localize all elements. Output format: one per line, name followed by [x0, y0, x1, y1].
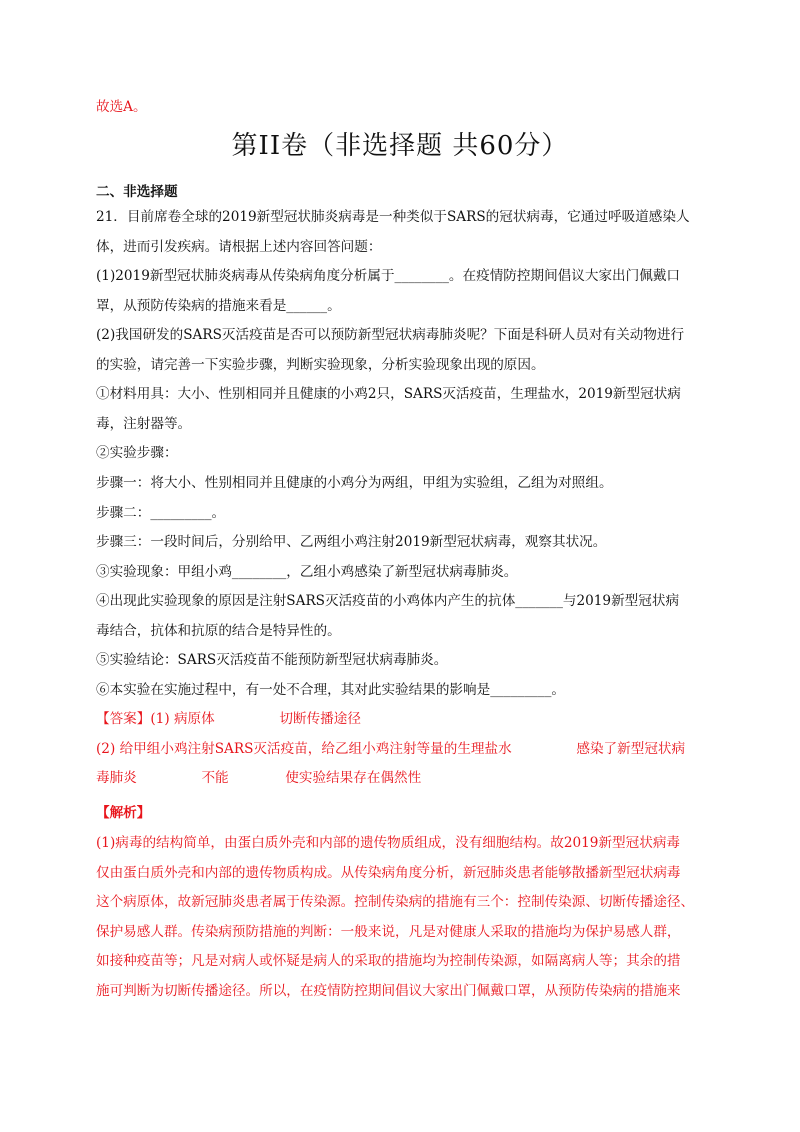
answer-2-part-4: 不能 — [201, 770, 229, 786]
question-part1-line-1: (1)2019新型冠状肺炎病毒从传染病角度分析属于________。在疫情防控期间倡议大家出门佩戴口 — [96, 268, 681, 284]
step-two: 步骤二：_________。 — [96, 505, 226, 521]
answer-2-part-1: (2) 给甲组小鸡注射SARS灭活疫苗，给乙组小鸡注射等量的生理盐水 — [96, 741, 512, 757]
analysis-line: (1)病毒的结构简单，由蛋白质外壳和内部的遗传物质组成，没有细胞结构。故2019新型冠状病毒 — [96, 835, 681, 851]
answer-2-part-5: 使实验结果存在偶然性 — [285, 770, 422, 786]
materials-line-2: 毒，注射器等。 — [96, 416, 192, 432]
answer-2-part-2: 感染了新型冠状病 — [576, 741, 686, 757]
answer-label: 【答案】 — [96, 711, 151, 727]
materials-line-1: ①材料用具：大小、性别相同并且健康的小鸡2只，SARS灭活疫苗，生理盐水，2019新型冠状病 — [96, 386, 681, 402]
question-part2-line-2: 的实验，请完善一下实验步骤，判断实验现象，分析实验现象出现的原因。 — [96, 357, 545, 373]
analysis-line: 保护易感人群。传染病预防措施的判断：一般来说，凡是对健康人采取的措施均为保护易感人群， — [96, 924, 681, 940]
question-part2-line-1: (2)我国研发的SARS灭活疫苗是否可以预防新型冠状病毒肺炎呢？下面是科研人员对有关动物进行 — [96, 327, 685, 343]
conclusion: ⑤实验结论：SARS灭活疫苗不能预防新型冠状病毒肺炎。 — [96, 652, 448, 668]
step-one: 步骤一：将大小、性别相同并且健康的小鸡分为两组，甲组为实验组，乙组为对照组。 — [96, 475, 613, 491]
section-title: 第II卷（非选择题 共60分） — [231, 131, 569, 161]
analysis-line: 如接种疫苗等；凡是对病人或怀疑是病人的采取的措施均为控制传染源，如隔离病人等；其余的措 — [96, 953, 681, 969]
section-heading: 二、非选择题 — [96, 184, 178, 200]
answer-1-part-1: 病原体 — [173, 711, 215, 727]
flaw: ⑥本实验在实施过程中，有一处不合理，其对此实验结果的影响是_________。 — [96, 682, 565, 698]
analysis-label: 【解析】 — [96, 805, 151, 821]
question-stem-line-2: 体，进而引发疾病。请根据上述内容回答问题： — [96, 239, 382, 255]
analysis-line: 这个病原体，故新冠肺炎患者属于传染源。控制传染病的措施有三个：控制传染源、切断传播途径、 — [96, 894, 695, 910]
answer-2-part-3: 毒肺炎 — [96, 770, 137, 786]
analysis-line: 施可判断为切断传播途径。所以，在疫情防控期间倡议大家出门佩戴口罩，从预防传染病的措施来 — [96, 983, 681, 999]
answer-1-part-2: 切断传播途径 — [279, 711, 361, 727]
answer-line-1 — [96, 710, 361, 728]
phenomenon: ③实验现象：甲组小鸡________，乙组小鸡感染了新型冠状病毒肺炎。 — [96, 564, 518, 580]
answer-line-2 — [96, 740, 685, 758]
reason-line-2: 毒结合，抗体和抗原的结合是特异性的。 — [96, 623, 341, 639]
steps-heading: ②实验步骤： — [96, 445, 178, 461]
question-stem-line-1: 21．目前席卷全球的2019新型冠状肺炎病毒是一种类似于SARS的冠状病毒，它通过呼吸道感染人 — [96, 209, 690, 225]
answer-line-3 — [96, 769, 421, 787]
analysis-line: 仅由蛋白质外壳和内部的遗传物质构成。从传染病角度分析，新冠肺炎患者能够散播新型冠状病毒 — [96, 865, 681, 881]
reason-line-1: ④出现此实验现象的原因是注射SARS灭活疫苗的小鸡体内产生的抗体_______与2019新型冠状病 — [96, 593, 680, 609]
prev-answer: 故选A。 — [96, 99, 147, 115]
step-three: 步骤三：一段时间后，分别给甲、乙两组小鸡注射2019新型冠状病毒，观察其状况。 — [96, 534, 607, 550]
question-part1-line-2: 罩，从预防传染病的措施来看是______。 — [96, 298, 341, 314]
answer-1-number: (1) — [150, 711, 170, 727]
